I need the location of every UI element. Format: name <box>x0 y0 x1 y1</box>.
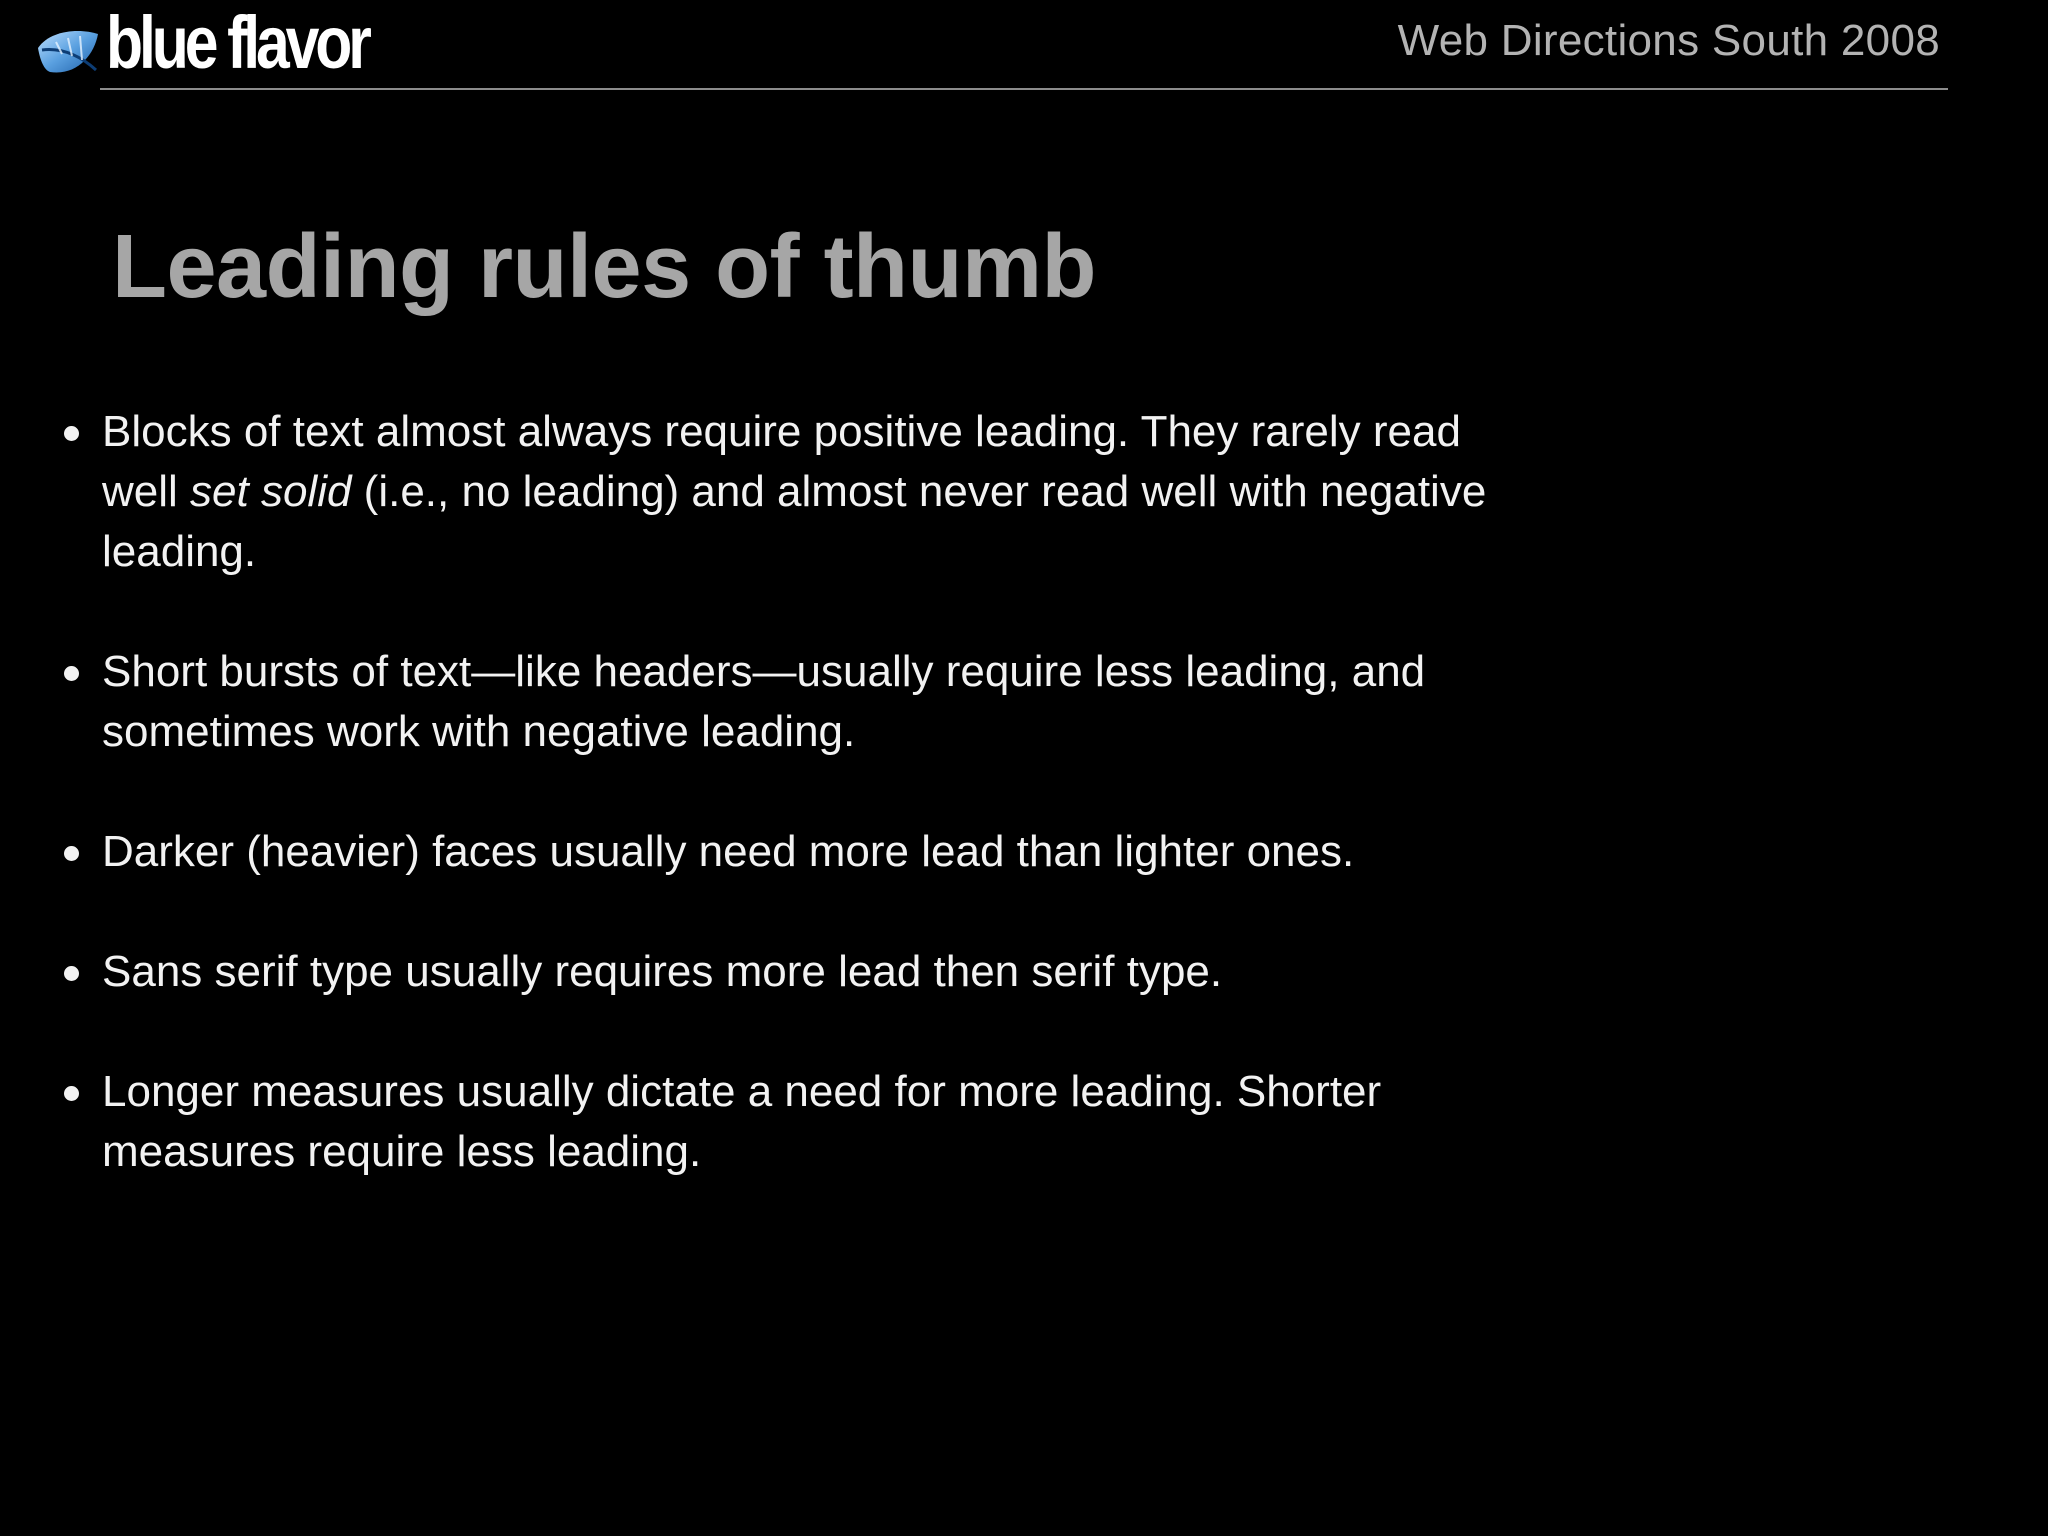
bullet-item <box>60 1062 1520 1182</box>
logo-wordmark: blue flavor <box>106 1 368 84</box>
bullet-item <box>60 642 1520 762</box>
bullet-dot-icon <box>64 666 79 681</box>
bullet-emphasis-text: set solid <box>190 467 352 516</box>
bullet-text: Darker (heavier) faces usually need more lead than lighter ones. <box>102 827 1355 876</box>
slide-header <box>0 0 2048 92</box>
bullet-text: Sans serif type usually requires more lead then serif type. <box>102 947 1223 996</box>
bullet-dot-icon <box>64 1086 79 1101</box>
bullet-dot-icon <box>64 846 79 861</box>
bullet-dot-icon <box>64 426 79 441</box>
header-divider <box>100 88 1948 90</box>
bullet-item <box>60 942 1520 1002</box>
bullet-dot-icon <box>64 966 79 981</box>
bullet-item <box>60 402 1520 582</box>
blue-flavor-logo <box>36 1 425 86</box>
bullet-text: Blocks of text almost always require positive leading. They rarely read well <box>102 407 1461 516</box>
event-title: Web Directions South 2008 <box>1397 16 1940 65</box>
bullet-list <box>60 402 1520 1242</box>
bullet-text: (i.e., no leading) and almost never read well with negative leading. <box>102 467 1487 576</box>
bullet-text: Longer measures usually dictate a need for more leading. Shorter measures require less leading. <box>102 1067 1382 1176</box>
leaf-icon <box>36 26 102 80</box>
slide-title: Leading rules of thumb <box>112 217 1097 317</box>
bullet-item <box>60 822 1520 882</box>
bullet-text: Short bursts of text—like headers—usually require less leading, and sometimes work with negative leading. <box>102 647 1426 756</box>
